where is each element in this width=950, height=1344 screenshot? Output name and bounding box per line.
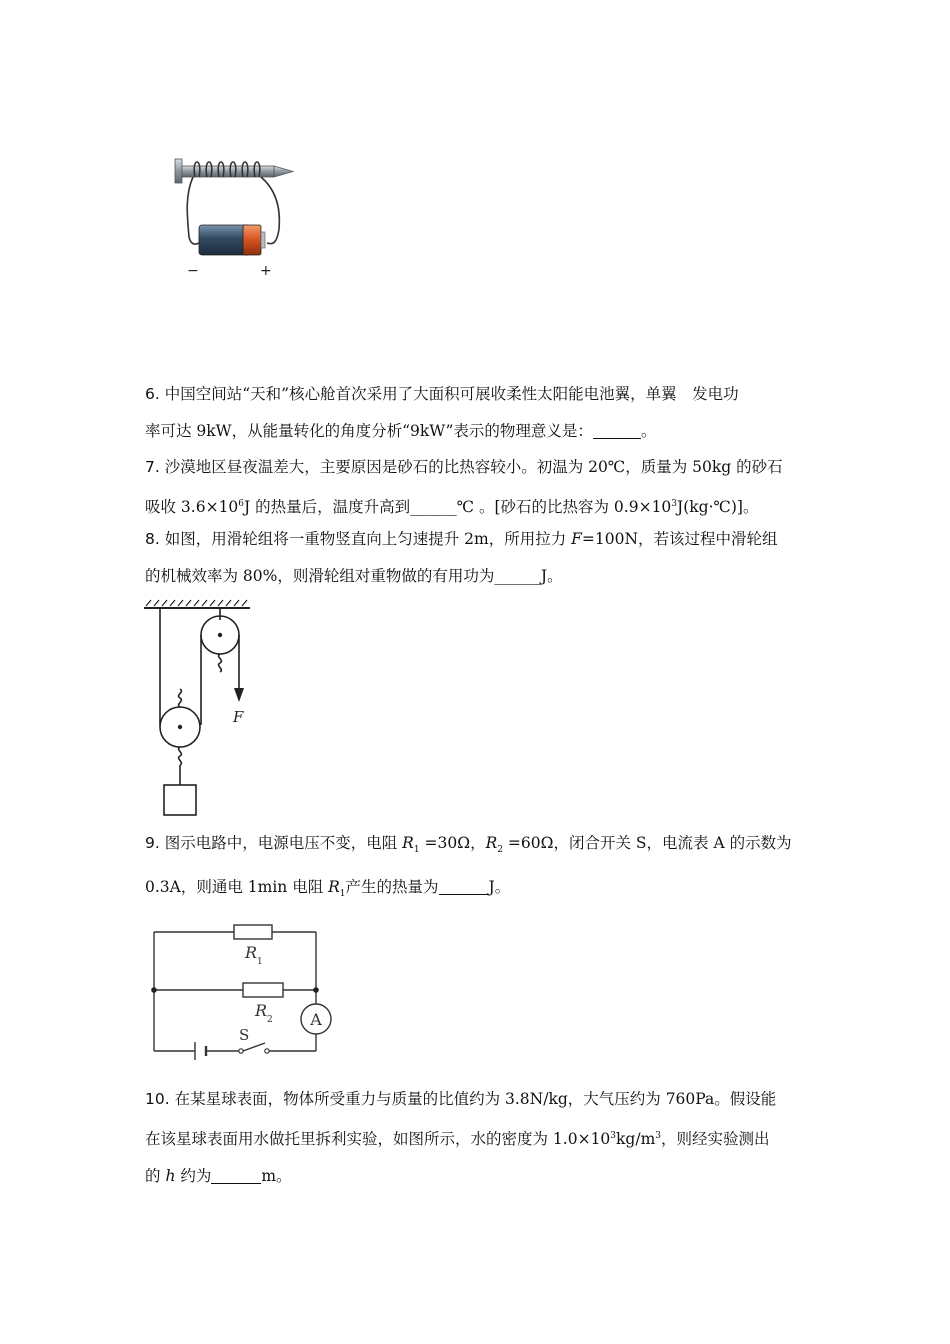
- r2-label: R: [255, 1001, 268, 1020]
- resistor-r2-icon: [243, 983, 283, 997]
- question-number: 9.: [145, 834, 160, 852]
- question-6: 6. 中国空间站“天和”核心舱首次采用了大面积可展收柔性太阳能电池翼，单翼 发电功 率可达 9kW，从能量转化的角度分析“9kW”表示的物理意义是： 。: [145, 385, 739, 440]
- question-7: 7. 沙漠地区昼夜温差大，主要原因是砂石的比热容较小。初温为 20℃，质量为 50kg 的砂石 吸收 $3.6\times 10^6J$ 的热量后，温度升高到______℃ 。[砂石的比热容为 $0.9\times 10^3J(kg\cdot℃)$]。: [145, 458, 783, 517]
- question-number: 10.: [145, 1090, 170, 1108]
- answer-blank[interactable]: [593, 422, 641, 439]
- switch-label: S: [239, 1026, 250, 1044]
- r1-label: R: [245, 943, 258, 962]
- answer-blank[interactable]: ______: [494, 567, 541, 585]
- answer-blank[interactable]: ______: [410, 498, 457, 517]
- switch-icon: [243, 1043, 265, 1051]
- battery-icon: [199, 225, 265, 255]
- plus-label: +: [260, 263, 272, 279]
- svg-text:R1: R1: [245, 943, 263, 967]
- question-10: 10. 在某星球表面，物体所受重力与质量的比值约为 3.8N/kg，大气压约为 760Pa。假设能 在该星球表面用水做托里拆利实验，如图所示，水的密度为 $1.0\times 10^3kg/m^3$，则经实验测出 的 h 约为 m。: [145, 1090, 777, 1186]
- minus-label: −: [187, 263, 199, 279]
- question-9: 9. 图示电路中，电源电压不变，电阻 $R_1 =30\Omega$，$R_2 =60\Omega$，闭合开关 S，电流表 A 的示数为 0.3A，则通电 1min 电阻 $R_1$产生的热量为 J。: [145, 834, 792, 900]
- weight-block-icon: [164, 785, 196, 815]
- question-8: 8. 如图，用滑轮组将一重物竖直向上匀速提升 2m，所用拉力 F=100N，若该过程中滑轮组 的机械效率为 80%，则滑轮组对重物做的有用功为______J。: [145, 530, 778, 585]
- resistor-r1-icon: [234, 925, 272, 939]
- question-number: 7.: [145, 458, 160, 476]
- pulley-figure: [140, 598, 260, 820]
- question-number: 6.: [145, 385, 160, 403]
- battery-cell-icon: [195, 1042, 206, 1060]
- force-arrow-icon: [234, 688, 244, 702]
- svg-text:R2: R2: [255, 1001, 273, 1025]
- ceiling-icon: [144, 600, 250, 608]
- circuit-figure: [145, 918, 340, 1063]
- force-label: F: [233, 708, 244, 726]
- answer-blank[interactable]: [439, 878, 489, 895]
- answer-blank[interactable]: [211, 1167, 261, 1184]
- ammeter-label: A: [310, 1010, 322, 1029]
- electromagnet-figure: [165, 145, 305, 285]
- question-number: 8.: [145, 530, 160, 548]
